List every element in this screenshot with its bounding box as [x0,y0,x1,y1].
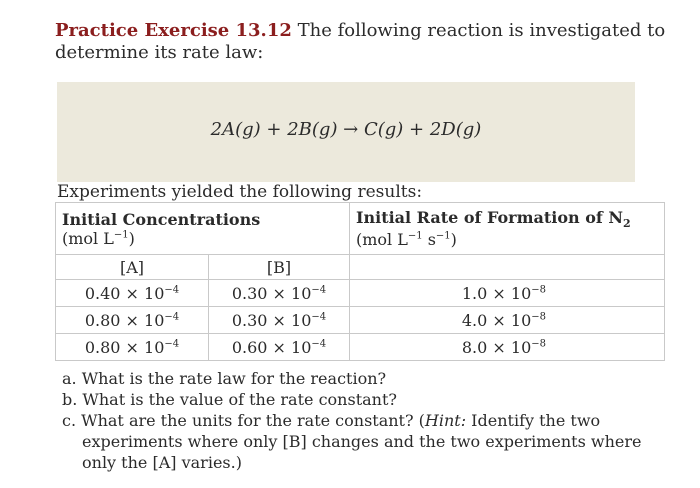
table-header-row [56,203,665,255]
cell-rate: $1.0 \times 10^{-8}$ [350,280,665,307]
cell-a: $0.80 \times 10^{-4}$ [56,307,209,334]
table-subheader-row [56,255,665,280]
question-b: b. What is the value of the rate constant? [62,390,397,409]
col-b-header: [B] [209,255,350,280]
cell-rate: $8.0 \times 10^{-8}$ [350,334,665,361]
results-table [55,202,665,361]
table-row [56,280,665,307]
cell-a: $0.80 \times 10^{-4}$ [56,334,209,361]
cell-b: $0.30 \times 10^{-4}$ [209,280,350,307]
cell-b: $0.30 \times 10^{-4}$ [209,307,350,334]
table-row [56,334,665,361]
exercise-text: The following reaction is investigated to determine its rate law: [55,20,666,63]
header-initial-rate: Initial Rate of Formation of $N_2$ (mol $L^{-1}$ $s^{-1}$) [350,203,665,255]
reaction-equation: 2A(g) + 2B(g) → C(g) + 2D(g) [210,119,482,140]
results-intro: Experiments yielded the following results: [57,182,423,202]
questions-list [62,368,672,473]
cell-rate: $4.0 \times 10^{-8}$ [350,307,665,334]
exercise-label: Practice Exercise 13.12 [55,20,292,41]
question-a: a. What is the rate law for the reaction? [62,369,387,388]
cell-b: $0.60 \times 10^{-4}$ [209,334,350,361]
cell-a: $0.40 \times 10^{-4}$ [56,280,209,307]
exercise-heading [55,20,675,64]
col-rate-empty [350,255,665,280]
header-initial-concentrations: Initial Concentrations (mol $L^{-1}$) [56,203,350,255]
table-row [56,307,665,334]
col-a-header: [A] [56,255,209,280]
equation-panel [57,82,635,182]
question-c: c. What are the units for the rate constant? (Hint: Identify the two experiments where only [B] changes and the two experiments where only the [A] varies.) [62,411,642,472]
